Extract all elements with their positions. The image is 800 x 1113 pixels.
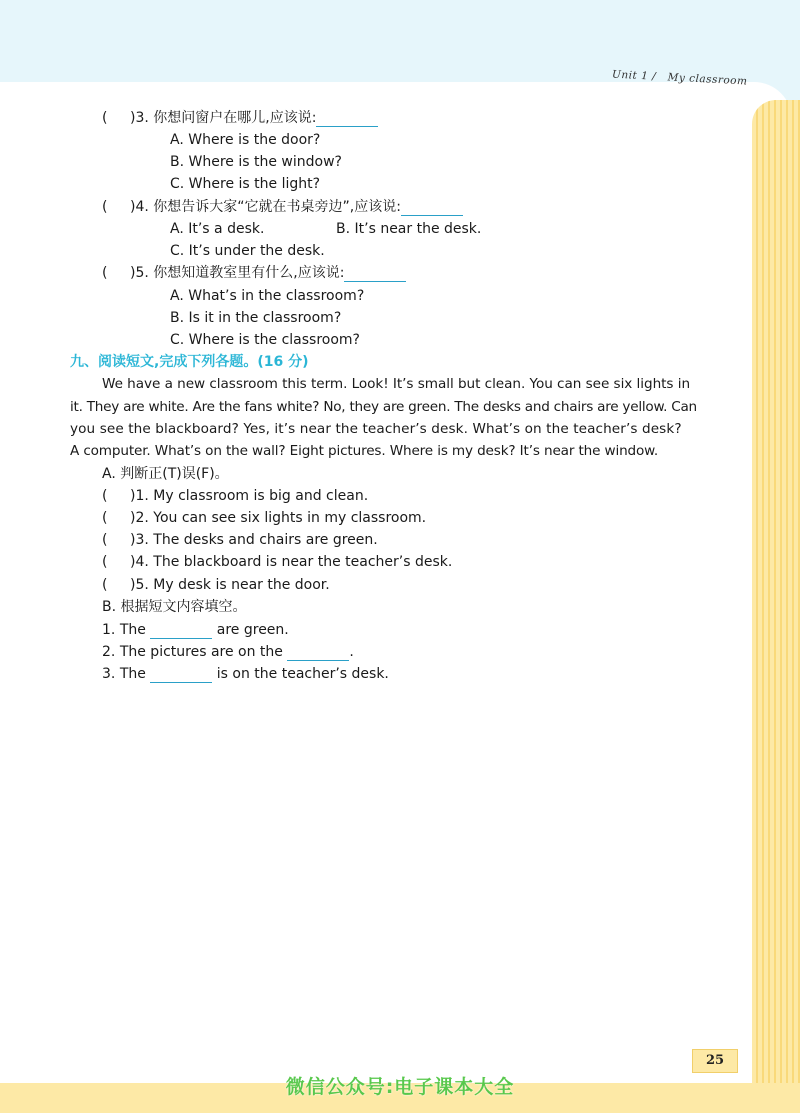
option: A. What’s in the classroom? xyxy=(170,288,365,304)
question-5 xyxy=(102,264,406,282)
answer-blank[interactable] xyxy=(344,267,406,282)
section-9-title: 九、阅读短文,完成下列各题。(16 分) xyxy=(70,354,309,370)
part-b-title: B. 根据短文内容填空。 xyxy=(102,599,247,615)
question-prompt: 你想告诉大家“它就在书桌旁边”,应该说: xyxy=(153,199,401,215)
header-separator: / xyxy=(651,70,657,83)
tf-item xyxy=(102,487,368,505)
item-text-before: The pictures are on the xyxy=(119,644,283,660)
answer-blank[interactable] xyxy=(150,624,212,639)
question-number: )5. xyxy=(130,265,149,281)
question-prompt: 你想问窗户在哪儿,应该说: xyxy=(153,110,317,126)
question-number: )4. xyxy=(130,199,149,215)
part-a-title: A. 判断正(T)误(F)。 xyxy=(102,466,229,482)
answer-blank[interactable] xyxy=(401,201,463,216)
item-text: The blackboard is near the teacher’s desk. xyxy=(153,554,453,570)
unit-number: 1 xyxy=(640,69,649,83)
item-text: My classroom is big and clean. xyxy=(153,488,369,504)
answer-bracket[interactable]: ( xyxy=(102,554,108,570)
item-number: )2. xyxy=(130,510,149,526)
answer-bracket[interactable]: ( xyxy=(102,510,108,526)
item-number: )4. xyxy=(130,554,149,570)
item-text-after: are green. xyxy=(216,622,289,638)
tf-item xyxy=(102,509,426,527)
answer-bracket[interactable]: ( xyxy=(102,110,108,126)
item-number: 3. xyxy=(102,666,116,682)
answer-bracket[interactable]: ( xyxy=(102,577,108,593)
answer-bracket[interactable]: ( xyxy=(102,532,108,548)
option: B. Where is the window? xyxy=(170,154,342,170)
page-number: 25 xyxy=(692,1049,738,1073)
tf-item xyxy=(102,553,452,571)
item-text-before: The xyxy=(119,622,146,638)
option: C. Where is the light? xyxy=(170,176,321,192)
unit-label: Unit xyxy=(611,68,638,82)
item-text: My desk is near the door. xyxy=(153,577,330,593)
passage-line: it. They are white. Are the fans white? No, they are green. The desks and chairs are yellow. Can xyxy=(70,399,697,415)
option: B. It’s near the desk. xyxy=(336,221,482,237)
tf-item xyxy=(102,531,378,549)
answer-bracket[interactable]: ( xyxy=(102,265,108,281)
answer-blank[interactable] xyxy=(287,646,349,661)
option: C. Where is the classroom? xyxy=(170,332,360,348)
item-number: 1. xyxy=(102,622,116,638)
option: C. It’s under the desk. xyxy=(170,243,325,259)
option: B. Is it in the classroom? xyxy=(170,310,342,326)
fill-item xyxy=(102,665,389,683)
item-number: )1. xyxy=(130,488,149,504)
question-prompt: 你想知道教室里有什么,应该说: xyxy=(153,265,345,281)
passage-line: you see the blackboard? Yes, it’s near the teacher’s desk. What’s on the teacher’s desk? xyxy=(70,421,682,437)
answer-bracket[interactable]: ( xyxy=(102,199,108,215)
answer-bracket[interactable]: ( xyxy=(102,488,108,504)
question-number: )3. xyxy=(130,110,149,126)
item-text-after: is on the teacher’s desk. xyxy=(216,666,389,682)
passage-line: We have a new classroom this term. Look! It’s small but clean. You can see six lights in xyxy=(102,376,691,392)
tf-item xyxy=(102,576,330,594)
unit-title: My classroom xyxy=(667,71,748,88)
item-text-after: . xyxy=(349,644,354,660)
passage-line: A computer. What’s on the wall? Eight pictures. Where is my desk? It’s near the window. xyxy=(70,443,659,459)
question-4 xyxy=(102,198,463,216)
option: A. It’s a desk. xyxy=(170,221,265,237)
item-number: )5. xyxy=(130,577,149,593)
item-text: You can see six lights in my classroom. xyxy=(153,510,427,526)
item-number: 2. xyxy=(102,644,116,660)
item-text-before: The xyxy=(119,666,146,682)
item-text: The desks and chairs are green. xyxy=(153,532,378,548)
fill-item xyxy=(102,643,354,661)
item-number: )3. xyxy=(130,532,149,548)
answer-blank[interactable] xyxy=(316,112,378,127)
answer-blank[interactable] xyxy=(150,668,212,683)
fill-item xyxy=(102,621,289,639)
watermark-text: 微信公众号:电子课本大全 xyxy=(285,1076,515,1098)
question-3 xyxy=(102,109,378,127)
option: A. Where is the door? xyxy=(170,132,321,148)
